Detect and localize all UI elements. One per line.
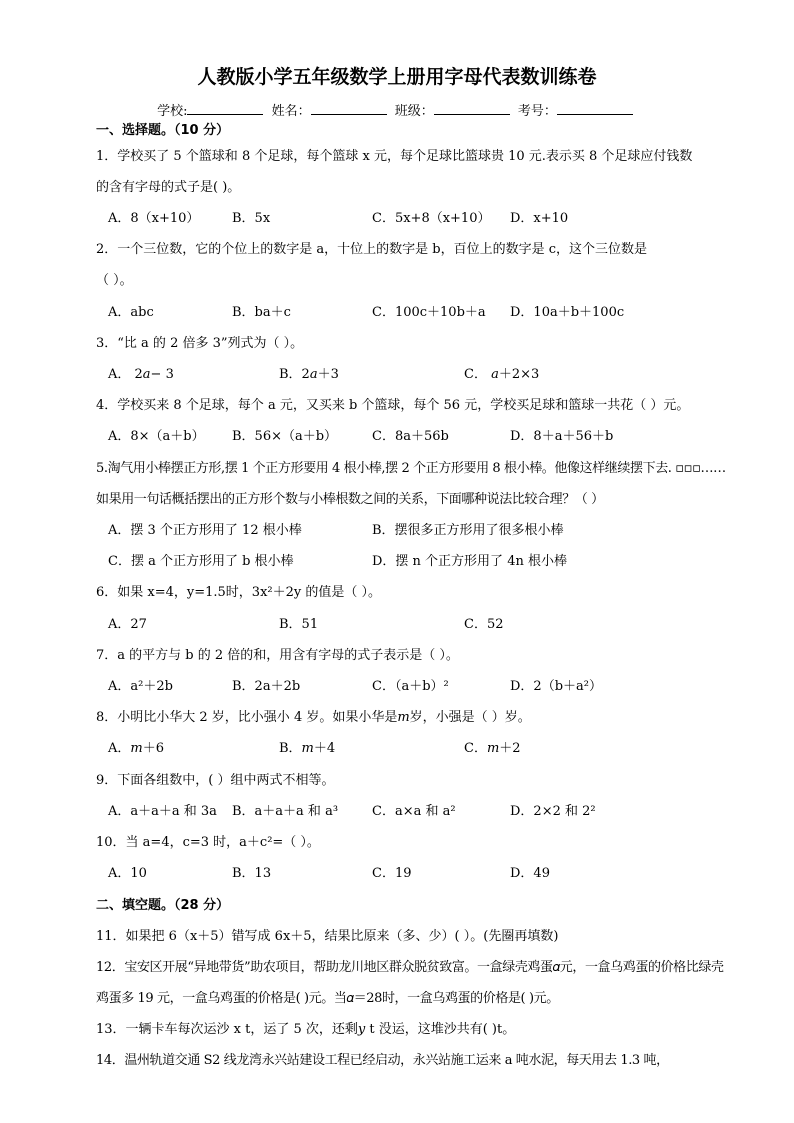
question-10-text: 10．当 a=4，c=3 时，a＋c²=（ ）。 [96, 835, 320, 850]
q5-option-c[interactable]: C．摆 a 个正方形用了 b 根小棒 [108, 554, 294, 569]
school-blank[interactable] [187, 102, 263, 115]
question-4-text: 4．学校买来 8 个足球，每个 a 元，又买来 b 个篮球，每个 56 元，学校买足球和篮球一共花（ ）元。 [96, 398, 690, 413]
q9-option-b[interactable]: B．a＋a＋a 和 a³ [232, 804, 339, 819]
question-14-text: 14．温州轨道交通 S2 线龙湾永兴站建设工程已经启动，永兴站施工运来 a 吨水泥，每天用去 1.3 吨， [96, 1053, 669, 1068]
question-11-text: 11．如果把 6（x＋5）错写成 6x＋5，结果比原来（多、少）( ）。(先圈再填数) [96, 929, 559, 944]
student-info-row [0, 100, 794, 119]
q6-option-b[interactable]: B．51 [279, 617, 319, 632]
q5-option-a[interactable]: A．摆 3 个正方形用了 12 根小棒 [108, 523, 302, 538]
question-5-text-cont: 如果用一句话概括摆出的正方形个数与小棒根数之间的关系，下面哪种说法比较合理？（ ） [96, 492, 604, 507]
q1-option-d[interactable]: D．x+10 [510, 211, 569, 226]
q8-option-a[interactable]: A．𝑚＋6 [108, 741, 164, 756]
q4-option-d[interactable]: D．8＋a＋56＋b [510, 429, 614, 444]
section-heading-fill: 二、填空题。（28 分） [96, 898, 230, 913]
q3-option-b[interactable]: B．2𝑎＋3 [279, 367, 339, 382]
question-1-text: 1．学校买了 5 个篮球和 8 个足球，每个篮球 x 元，每个足球比篮球贵 10 元.表示买 8 个足球应付钱数 [96, 149, 693, 164]
q4-option-c[interactable]: C．8a＋56b [372, 429, 449, 444]
q9-option-a[interactable]: A．a＋a＋a 和 3a [108, 804, 217, 819]
q6-option-c[interactable]: C．52 [464, 617, 504, 632]
question-3-text: 3．“比 a 的 2 倍多 3”列式为（ ）。 [96, 336, 304, 351]
question-12-text-cont: 鸡蛋多 19 元，一盒乌鸡蛋的价格是( )元。当𝛼＝28时，一盒乌鸡蛋的价格是( )元。 [96, 991, 559, 1006]
question-2-text-cont: （ ）。 [96, 273, 133, 288]
q10-option-b[interactable]: B．13 [232, 866, 272, 881]
school-label: 学校: [157, 104, 188, 119]
number-blank[interactable] [557, 102, 633, 115]
name-label: 姓名： [271, 104, 311, 119]
q7-option-a[interactable]: A．a²＋2b [108, 679, 173, 694]
question-12-text: 12．宝安区开展“异地带货”助农项目，帮助龙川地区群众脱贫致富。一盒绿壳鸡蛋𝛼元，一盒乌鸡蛋的价格比绿壳 [96, 960, 724, 975]
q10-option-a[interactable]: A．10 [108, 866, 147, 881]
q2-option-d[interactable]: D．10a＋b＋100c [510, 305, 625, 320]
q10-option-d[interactable]: D．49 [510, 866, 550, 881]
page-title: 人教版小学五年级数学上册用字母代表数训练卷 [197, 66, 597, 88]
q5-option-d[interactable]: D．摆 n 个正方形用了 4n 根小棒 [372, 554, 567, 569]
q9-option-d[interactable]: D．2×2 和 2² [510, 804, 596, 819]
question-1-text-cont: 的含有字母的式子是( )。 [96, 180, 241, 195]
q2-option-c[interactable]: C．100c＋10b＋a [372, 305, 486, 320]
number-label: 考号： [517, 104, 557, 119]
question-2-text: 2．一个三位数，它的个位上的数字是 a，十位上的数字是 b，百位上的数字是 c，这个三位数是 [96, 242, 648, 257]
question-5-text: 5.淘气用小棒摆正方形,摆 1 个正方形要用 4 根小棒,摆 2 个正方形要用 8 根小棒。他像这样继续摆下去. ▫▫▫…… [96, 461, 726, 476]
q4-option-a[interactable]: A．8×（a＋b） [108, 429, 205, 444]
q7-option-c[interactable]: C．（a＋b）² [372, 679, 449, 694]
q2-option-b[interactable]: B．ba＋c [232, 305, 291, 320]
question-8-text: 8．小明比小华大 2 岁，比小强小 4 岁。如果小华是𝑚岁，小强是（ ）岁。 [96, 710, 531, 725]
q1-option-a[interactable]: A．8（x+10） [108, 211, 200, 226]
q4-option-b[interactable]: B．56×（a＋b） [232, 429, 338, 444]
question-6-text: 6．如果 x=4，y=1.5时，3x²＋2y 的值是（ ）。 [96, 585, 382, 600]
q7-option-d[interactable]: D．2（b＋a²） [510, 679, 602, 694]
class-label: 班级： [394, 104, 434, 119]
q1-option-b[interactable]: B．5x [232, 211, 271, 226]
q8-option-c[interactable]: C．𝑚＋2 [464, 741, 521, 756]
question-7-text: 7．a 的平方与 b 的 2 倍的和，用含有字母的式子表示是（ ）。 [96, 648, 459, 663]
q2-option-a[interactable]: A．abc [108, 305, 154, 320]
question-13-text: 13．一辆卡车每次运沙 x t，运了 5 次，还剩𝑦 t 没运，这堆沙共有( )t。 [96, 1022, 516, 1037]
q5-option-b[interactable]: B．摆很多正方形用了很多根小棒 [372, 523, 564, 538]
q8-option-b[interactable]: B．𝑚＋4 [279, 741, 336, 756]
q9-option-c[interactable]: C．a×a 和 a² [372, 804, 456, 819]
q7-option-b[interactable]: B．2a＋2b [232, 679, 301, 694]
class-blank[interactable] [434, 102, 510, 115]
section-heading-choice: 一、选择题。（10 分） [96, 123, 230, 138]
question-9-text: 9．下面各组数中，( ）组中两式不相等。 [96, 773, 335, 788]
q3-option-c[interactable]: C． 𝑎＋2×3 [464, 367, 540, 382]
q3-option-a[interactable]: A． 2𝑎− 3 [108, 367, 174, 382]
name-blank[interactable] [311, 102, 387, 115]
q10-option-c[interactable]: C．19 [372, 866, 412, 881]
q6-option-a[interactable]: A．27 [108, 617, 147, 632]
q1-option-c[interactable]: C．5x+8（x+10） [372, 211, 491, 226]
